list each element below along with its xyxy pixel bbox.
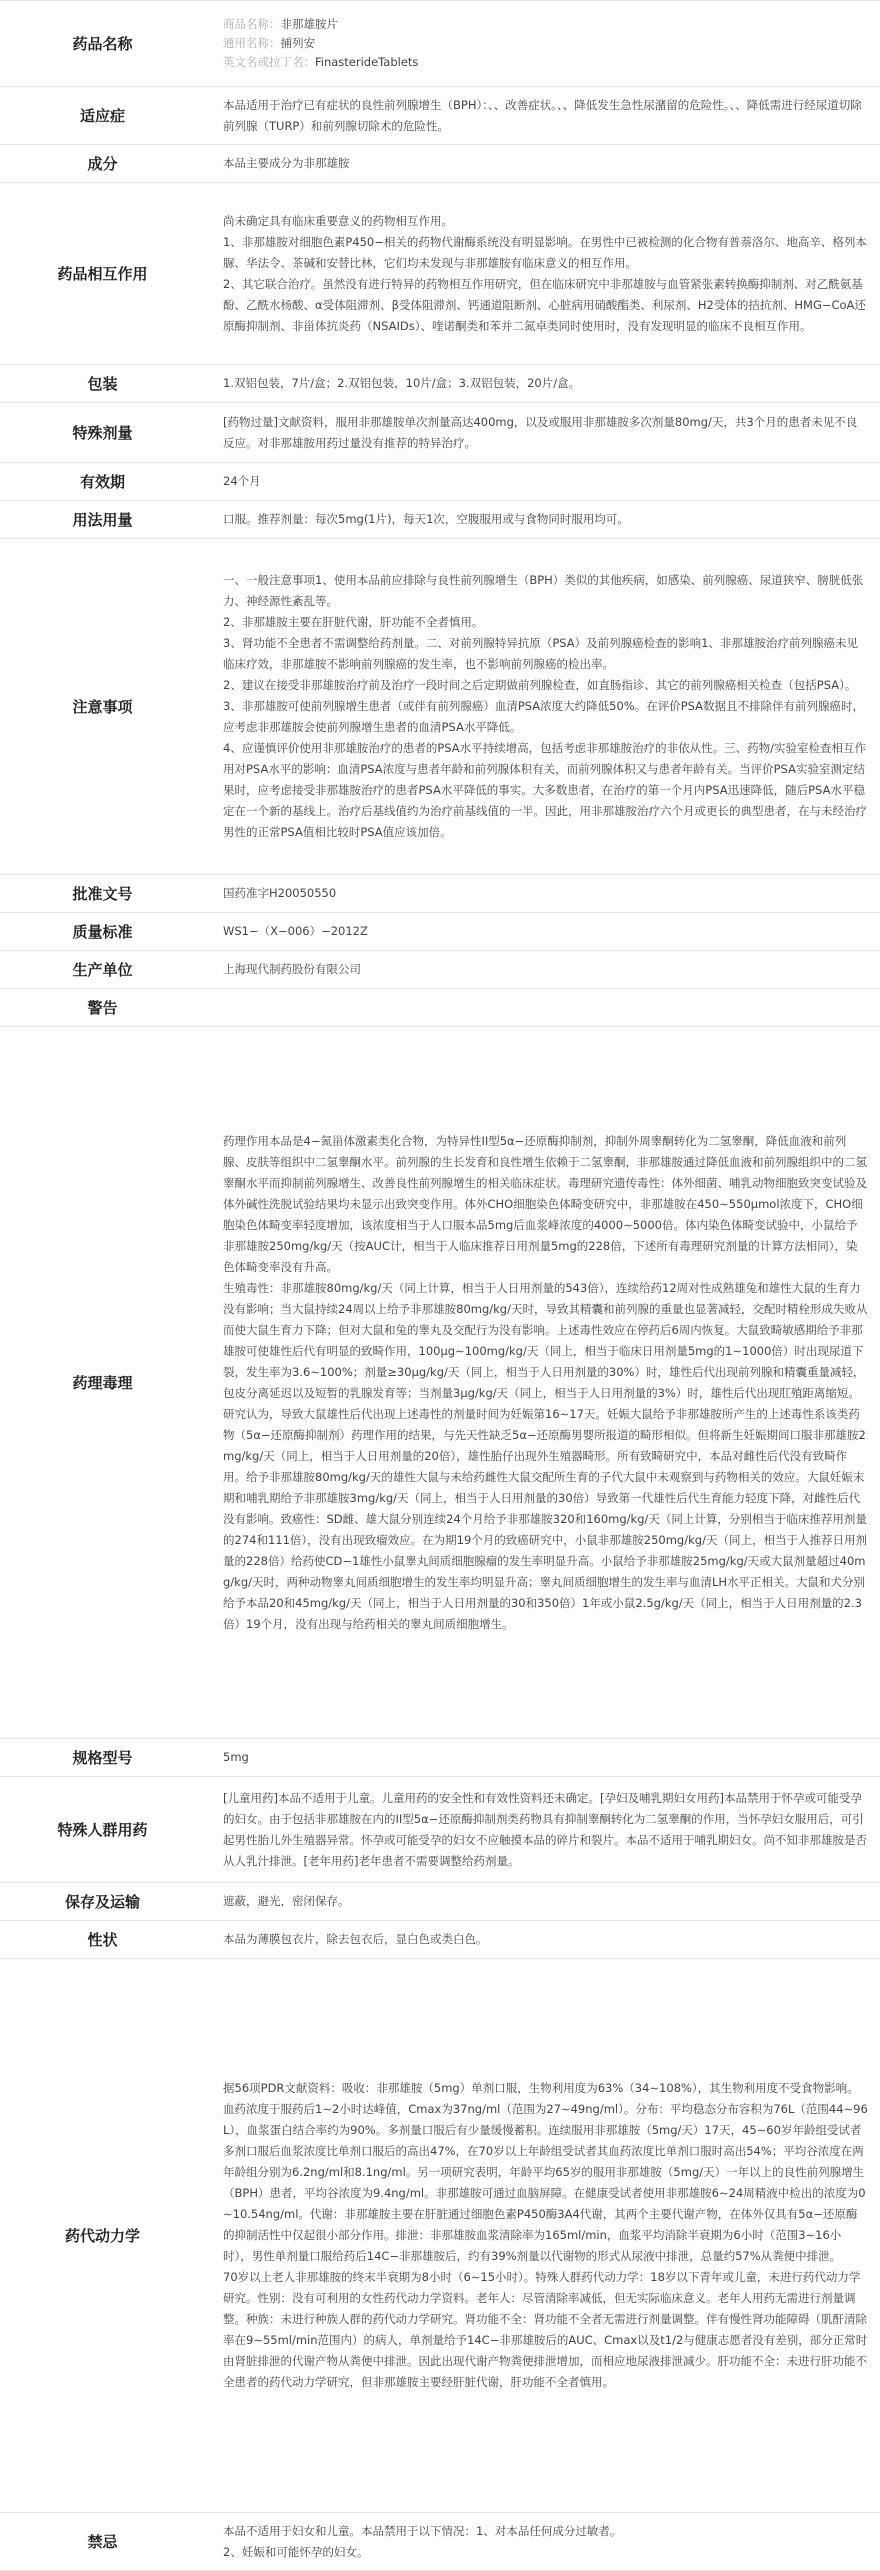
row-label: 成分 bbox=[0, 145, 205, 183]
row-value bbox=[205, 875, 880, 913]
paragraph: 据56项PDR文献资料：吸收：非那雄胺（5mg）单剂口服，生物利用度为63%（34∼108%），其生物利用度不受食物影响。血药浓度于服药后1∼2小时达峰值，Cmax为37ng/ml（范围为27∼49ng/ml）。分布：平均稳态分布容积为76L（范围44∼96L），血浆蛋白结合率约为90%。多剂量口服后有少量缓慢蓄积。连续服用非那雄胺（5mg/天）17天，45∼60岁年龄组受试者多剂口服后血浆浓度比单剂口服后的高出47%，在70岁以上年龄组受试者其血药浓度比单剂口服时高出54%；平均谷浓度在两年龄组分别为6.2ng/ml和8.1ng/ml。另一项研究表明，年龄平均65岁的服用非那雄胺（5mg/天）一年以上的良性前列腺增生（BPH）患者，平均谷浓度为9.4ng/ml。非那雄胺可通过血脑屏障。在健康受试者使用非那雄胺6∼24周精液中检出的浓度为0∼10.54ng/ml。代谢：非那雄胺主要在肝脏通过细胞色素P450酶3A4代谢，其两个主要代谢产物，在体外仅具有5α−还原酶的抑制活性中仅起很小部分作用。排泄：非那雄胺血浆清除率为165ml/min，血浆平均消除半衰期为6小时（范围3∼16小时），男性单剂量口服给药后14C−非那雄胺后，约有39%剂量以代谢物的形式从尿液中排泄，总量约57%从粪便中排泄。 bbox=[223, 2081, 868, 2263]
row-value bbox=[205, 989, 880, 1027]
row-contraindications bbox=[0, 2513, 880, 2571]
row-value bbox=[205, 1921, 880, 1959]
row-label: 质量标准 bbox=[0, 913, 205, 951]
paragraph: 本品适用于治疗已有症状的良性前列腺增生（BPH）：、、改善症状。、、降低发生急性尿潴留的危险性。、、降低需进行经尿道切除前列腺（TURP）和前列腺切除术的危险性。 bbox=[223, 97, 862, 133]
paragraph: 国药准字H20050550 bbox=[223, 886, 337, 900]
name-value: 非那雄胺片 bbox=[280, 17, 338, 31]
row-value bbox=[205, 145, 880, 183]
name-value: FinasterideTablets bbox=[315, 55, 419, 69]
row-value bbox=[205, 1959, 880, 2513]
name-line bbox=[223, 34, 868, 53]
paragraph: 1.双铝包装，7片/盒；2.双铝包装，10片/盒；3.双铝包装，20片/盒。 bbox=[223, 376, 581, 390]
row-name bbox=[0, 1, 880, 87]
row-dosage bbox=[0, 501, 880, 539]
paragraph: 1、非那雄胺对细胞色素P450−相关的药物代谢酶系统没有明显影响。在男性中已被检测的化合物有普萘洛尔、地高辛、格列本脲、华法令、茶碱和安替比林，它们均未发现与非那雄胺有临床意义的相互作用。 bbox=[223, 234, 867, 270]
name-key: 通用名称： bbox=[223, 36, 281, 50]
row-validity bbox=[0, 463, 880, 501]
paragraph: 24个月 bbox=[223, 474, 261, 488]
row-indication bbox=[0, 87, 880, 145]
row-value bbox=[205, 1777, 880, 1883]
paragraph: 2、建议在接受非那雄胺治疗前及治疗一段时间之后定期做前列腺检查，如直肠指诊、其它的前列腺癌相关检查（包括PSA）。 bbox=[223, 678, 857, 692]
row-toxicology bbox=[0, 1027, 880, 1739]
row-value bbox=[205, 1, 880, 87]
paragraph: 本品主要成分为非那雄胺 bbox=[223, 156, 350, 170]
row-label: 用法用量 bbox=[0, 501, 205, 539]
paragraph: [药物过量]文献资料，服用非那雄胺单次剂量高达400mg，以及或服用非那雄胺多次剂量80mg/天，共3个月的患者未见不良反应。对非那雄胺用药过量没有推荐的特异治疗。 bbox=[223, 414, 858, 450]
row-label: 警告 bbox=[0, 989, 205, 1027]
row-label: 生产单位 bbox=[0, 951, 205, 989]
row-value bbox=[205, 183, 880, 365]
row-value bbox=[205, 539, 880, 875]
row-value bbox=[205, 2513, 880, 2571]
name-line bbox=[223, 15, 868, 34]
paragraph: [儿童用药]本品不适用于儿童。儿童用药的安全性和有效性资料还未确定。[孕妇及哺乳期妇女用药]本品禁用于怀孕或可能受孕的妇女。由于包括非那雄胺在内的II型5α−还原酶抑制剂类药物具有抑制睾酮转化为二氢睾酮的作用，当怀孕妇女服用后，可引起男性胎儿外生殖器异常。怀孕或可能受孕的妇女不应触摸本品的碎片和裂片。本品不适用于哺乳期妇女。尚不知非那雄胺是否从人乳汁排泄。[老年用药]老年患者不需要调整给药剂量。 bbox=[223, 1790, 867, 1868]
row-label: 特殊人群用药 bbox=[0, 1777, 205, 1883]
row-label: 性状 bbox=[0, 1921, 205, 1959]
row-label: 批准文号 bbox=[0, 875, 205, 913]
row-label: 药品名称 bbox=[0, 1, 205, 87]
row-special_groups bbox=[0, 1777, 880, 1883]
row-value bbox=[205, 913, 880, 951]
row-manufacturer bbox=[0, 951, 880, 989]
row-value bbox=[205, 501, 880, 539]
row-label: 有效期 bbox=[0, 463, 205, 501]
row-approval bbox=[0, 875, 880, 913]
row-label: 特殊剂量 bbox=[0, 403, 205, 463]
name-key: 商品名称： bbox=[223, 17, 281, 31]
row-value bbox=[205, 951, 880, 989]
paragraph: 4、应谨慎评价使用非那雄胺治疗的患者的PSA水平持续增高，包括考虑非那雄胺治疗的非依从性。三、药物/实验室检查相互作用对PSA水平的影响：血清PSA浓度与患者年龄和前列腺体积有关，而前列腺体积又与患者年龄有关。当评价PSA实验室测定结果时，应考虑接受非那雄胺治疗的患者PSA水平降低的事实。大多数患者，在治疗的第一个月内PSA迅速降低，随后PSA水平稳定在一个新的基线上。治疗后基线值约为治疗前基线值的一半。因此，用非那雄胺治疗六个月或更长的典型患者，在与未经治疗男性的正常PSA值相比较时PSA值应该加倍。 bbox=[223, 741, 867, 839]
name-line bbox=[223, 53, 868, 72]
paragraph: 一、一般注意事项1、使用本品前应排除与良性前列腺增生（BPH）类似的其他疾病，如感染、前列腺癌、尿道狭窄、膀胱低张力、神经源性紊乱等。 bbox=[223, 573, 864, 608]
row-storage bbox=[0, 1883, 880, 1921]
row-label: 适应症 bbox=[0, 87, 205, 145]
paragraph: 本品为薄膜包衣片，除去包衣后，显白色或类白色。 bbox=[223, 1932, 488, 1946]
paragraph: 口服。推荐剂量：每次5mg(1片)，每天1次，空腹服用或与食物同时服用均可。 bbox=[223, 512, 629, 526]
row-spec bbox=[0, 1739, 880, 1777]
paragraph: 药理作用本品是4−氮甾体激素类化合物，为特异性II型5α−还原酶抑制剂，抑制外周睾酮转化为二氢睾酮，降低血液和前列腺、皮肤等组织中二氢睾酮水平。前列腺的生长发育和良性增生依赖于二氢睾酮，非那雄胺通过降低血液和前列腺组织中的二氢睾酮水平而抑制前列腺增生、改善良性前列腺增生的相关临床症状。毒理研究遗传毒性：体外细菌、哺乳动物细胞致突变试验及体外碱性洗脱试验结果均未显示出致突变作用。体外CHO细胞染色体畸变研究中，非那雄胺在450∼550μmol浓度下，CHO细胞染色体畸变率轻度增加，该浓度相当于人口服本品5mg后血浆峰浓度的4000∼5000倍。体内染色体畸变试验中，小鼠给予非那雄胺250mg/kg/天（按AUC计，相当于人临床推荐日用剂量5mg的228倍，下述所有毒理研究剂量的计算方法相同），染色体畸变率没有升高。 bbox=[223, 1133, 867, 1274]
row-interactions bbox=[0, 183, 880, 365]
name-value: 捕列安 bbox=[280, 36, 315, 50]
row-pk bbox=[0, 1959, 880, 2513]
paragraph: 上海现代制药股份有限公司 bbox=[223, 962, 361, 976]
row-label: 禁忌 bbox=[0, 2513, 205, 2571]
row-precautions bbox=[0, 539, 880, 875]
row-ingredients bbox=[0, 145, 880, 183]
paragraph: 70岁以上老人非那雄胺的终末半衰期为8小时（6∼15小时）。特殊人群药代动力学：18岁以下青年或儿童，未进行药代动力学研究。性别：没有可利用的女性药代动力学资料。老年人：尽管清除率减低，但无实际临床意义。老年人用药无需进行剂量调整。种族：未进行种族人群的药代动力学研究。肾功能不全：肾功能不全者无需进行剂量调整。伴有慢性肾功能障碍（肌酐清除率在9∼55ml/min范围内）的病人，单剂量给予14C−非那雄胺后的AUC、Cmax以及t1/2与健康志愿者没有差别，部分正常时由肾脏排泄的代谢产物从粪便中排泄。因此出现代谢产物粪便排泄增加，而相应地尿液排泄减少。肝功能不全：未进行肝功能不全患者的药代动力学研究，但非那雄胺主要经肝脏代谢，肝功能不全者慎用。 bbox=[223, 2270, 868, 2389]
row-value bbox=[205, 365, 880, 403]
paragraph: 尚未确定具有临床重要意义的药物相互作用。 bbox=[223, 213, 453, 228]
row-standard bbox=[0, 913, 880, 951]
paragraph: 生殖毒性：非那雄胺80mg/kg/天（同上计算，相当于人日用剂量的543倍），连续给药12周对性成熟雄兔和雄性大鼠的生育力没有影响；当大鼠持续24周以上给予非那雄胺80mg/kg/天时，导致其精囊和前列腺的重量也显著减轻，交配时精栓形成失败从而使大鼠生育力下降；但对大鼠和兔的睾丸及交配行为没有影响。上述毒性效应在停药后6周内恢复。大鼠致畸敏感期给予非那雄胺可使雄性后代有明显的致畸作用，100μg∼100mg/kg/天（同上，相当于临床日用剂量5mg的1∼1000倍）时出现尿道下裂，发生率为3.6∼100%；剂量≥30μg/kg/天（同上，相当于人日用剂量的30%）时，雄性后代出现前列腺和精囊重量减轻，包皮分离延迟以及短暂的乳腺发育等；当剂量3μg/kg/天（同上，相当于人日用剂量的3%）时，雄性后代出现肛殖距离缩短。研究认为，导致大鼠雄性后代出现上述毒性的剂量时间为妊娠第16∼17天。妊娠大鼠给予非那雄胺所产生的上述毒性系该类药物（5α−还原酶抑制剂）药理作用的结果，与先天性缺乏5α−还原酶男婴所报道的畸形相似。但将新生妊娠期间口服非那雄胺2mg/kg/天（同上，相当于人日用剂量的20倍），雄性胎仔出现外生殖器畸形。所有致畸研究中，本品对雌性后代没有致畸作用。给予非那雄胺80mg/kg/天的雄性大鼠与未给药雌性大鼠交配所生育的子代大鼠中未观察到与药物相关的效应。大鼠妊娠末期和哺乳期给予非那雄胺3mg/kg/天（同上，相当于人日用剂量的30倍）导致第一代雄性后代生育能力轻度下降，对雌性后代没有影响。致癌性：SD雌、雄大鼠分别连续24个月给予非那雄胺320和160mg/kg/天（同上计算，分别相当于临床推荐用剂量的274和111倍），没有出现致瘤效应。在为期19个月的致癌研究中，小鼠非那雄胺250mg/kg/天（同上，相当于人推荐日用剂量的228倍）给药使CD−1雄性小鼠睾丸间质细胞腺瘤的发生率明显升高。小鼠给予非那雄胺25mg/kg/天或大鼠剂量超过40mg/kg/天时，两种动物睾丸间质细胞增生的发生率均明显升高；睾丸间质细胞增生的发生率与血清LH水平正相关。大鼠和犬分别给予本品20和45mg/kg/天（同上，相当于人日用剂量的30和350倍）1年或小鼠2.5g/kg/天（同上，相当于人日用剂量的2.3倍）19个月，没有出现与给药相关的睾丸间质细胞增生。 bbox=[223, 1280, 868, 1631]
row-value bbox=[205, 463, 880, 501]
paragraph: 本品不适用于妇女和儿童。本品禁用于以下情况：1、对本品任何成分过敏者。 bbox=[223, 2523, 622, 2538]
row-label: 包装 bbox=[0, 365, 205, 403]
row-warning bbox=[0, 989, 880, 1027]
row-label: 药理毒理 bbox=[0, 1027, 205, 1739]
row-value bbox=[205, 1883, 880, 1921]
row-label: 注意事项 bbox=[0, 539, 205, 875]
row-label: 药代动力学 bbox=[0, 1959, 205, 2513]
paragraph: 2、妊娠和可能怀孕的妇女。 bbox=[223, 2544, 369, 2559]
paragraph: 5mg bbox=[223, 1750, 249, 1764]
name-key: 英文名或拉丁名： bbox=[223, 55, 315, 69]
paragraph: 遮蔽，避光，密闭保存。 bbox=[223, 1894, 350, 1908]
row-value bbox=[205, 87, 880, 145]
paragraph: 3、肾功能不全患者不需调整给药剂量。二、对前列腺特异抗原（PSA）及前列腺癌检查的影响1、非那雄胺治疗前列腺癌未见临床疗效，非那雄胺不影响前列腺癌的发生率，也不影响前列腺癌的检出率。 bbox=[223, 636, 858, 671]
paragraph: 2、非那雄胺主要在肝脏代谢，肝功能不全者慎用。 bbox=[223, 615, 484, 629]
row-value bbox=[205, 1739, 880, 1777]
paragraph: 2、其它联合治疗。虽然没有进行特异的药物相互作用研究，但在临床研究中非那雄胺与血管紧张素转换酶抑制剂、对乙酰氨基酚、乙酰水杨酸、α受体阻滞剂、β受体阻滞剂、钙通道阻断剂、心脏病用硝酸酯类、利尿剂、H2受体的拮抗剂、HMG−CoA还原酶抑制剂、非甾体抗炎药（NSAIDs）、喹诺酮类和苯并二氮卓类同时使用时，没有发现明显的临床不良相互作用。 bbox=[223, 276, 866, 333]
row-label: 保存及运输 bbox=[0, 1883, 205, 1921]
row-label: 规格型号 bbox=[0, 1739, 205, 1777]
row-value bbox=[205, 403, 880, 463]
row-label: 药品相互作用 bbox=[0, 183, 205, 365]
row-value bbox=[205, 1027, 880, 1739]
row-package bbox=[0, 365, 880, 403]
row-special_dose bbox=[0, 403, 880, 463]
paragraph: 3、非那雄胺可使前列腺增生患者（或伴有前列腺癌）血清PSA浓度大约降低50%。在评价PSA数据且不排除伴有前列腺癌时，应考虑非那雄胺会使前列腺增生患者的血清PSA水平降低。 bbox=[223, 699, 865, 734]
row-appearance bbox=[0, 1921, 880, 1959]
paragraph: WS1−（X−006）−2012Z bbox=[223, 924, 368, 938]
